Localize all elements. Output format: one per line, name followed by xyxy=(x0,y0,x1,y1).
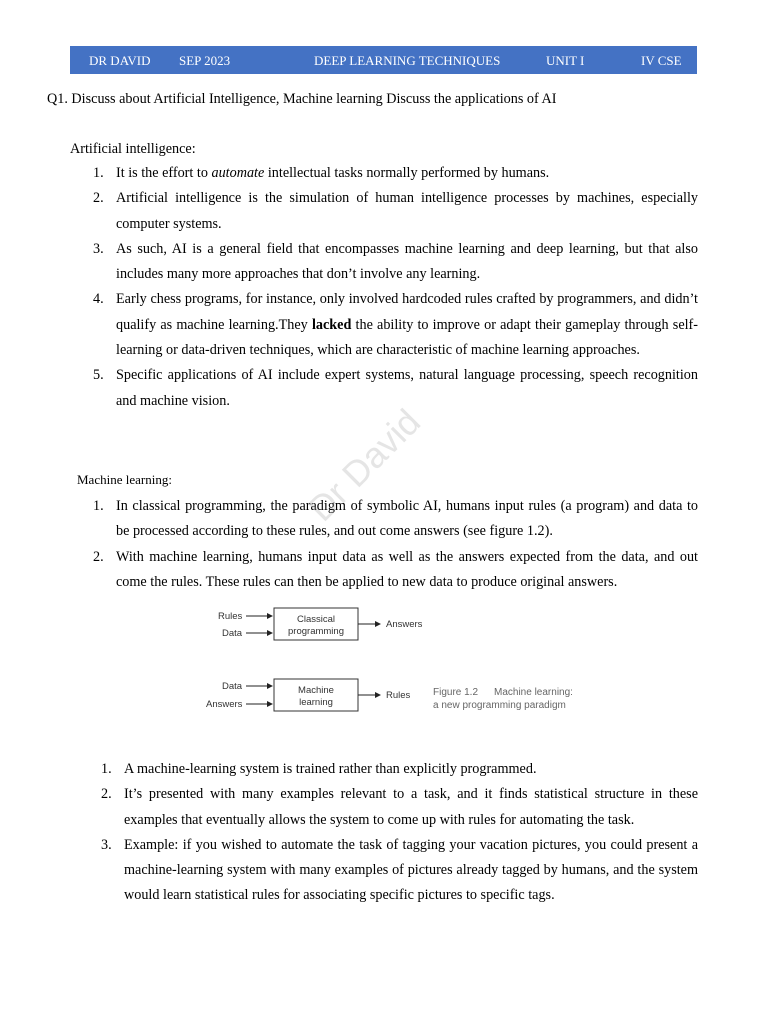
list-item: 1. A machine-learning system is trained rather than explicitly programmed. xyxy=(101,761,537,777)
ai-heading: Artificial intelligence: xyxy=(70,141,196,157)
question-title: Q1. Discuss about Artificial Intelligence, Machine learning Discuss the applications of AI xyxy=(47,91,557,107)
fig-bottom-input-data: Data xyxy=(222,681,243,692)
header-class: IV CSE xyxy=(641,53,682,68)
fig-top-output: Answers xyxy=(386,619,423,630)
header-course: DEEP LEARNING TECHNIQUES xyxy=(314,53,501,68)
ml-heading: Machine learning: xyxy=(77,472,172,487)
fig-top-input-rules: Rules xyxy=(218,611,243,622)
ai-list xyxy=(93,161,699,414)
ml-list-2 xyxy=(101,757,698,909)
list-item: 5. Specific applications of AI include expert systems, natural language processing, speech recognition and machine vision. xyxy=(93,367,698,409)
svg-text:Classical: Classical xyxy=(296,614,336,625)
fig-bottom-output: Rules xyxy=(386,690,411,701)
list-item: 2. It’s presented with many examples relevant to a task, and it finds statistical structure in these examples that eventually allows the system to come up with rules for automating the task. xyxy=(101,786,698,828)
list-item: 3. As such, AI is a general field that encompasses machine learning and deep learning, but that also includes many more approaches that don’t involve any learning. xyxy=(93,240,698,283)
fig-top-input-data: Data xyxy=(222,628,243,639)
fig-caption-sub: a new programming paradigm xyxy=(433,700,566,711)
list-item: 3. Example: if you wished to automate the task of tagging your vacation pictures, you could present a machine-learning system with many examples of pictures already tagged by humans, and the system would learn statistical rules for associating specific pictures to specific tags. xyxy=(101,836,698,904)
ml-list xyxy=(93,494,698,595)
list-item: 1. It is the effort to automate intellectual tasks normally performed by humans. xyxy=(93,165,550,181)
fig-caption-title: Machine learning: xyxy=(494,687,573,698)
list-item: 2. Artificial intelligence is the simulation of human intelligence processes by machines, especially computer systems. xyxy=(93,190,698,232)
header-author: DR DAVID xyxy=(89,53,151,68)
svg-text:learning: learning xyxy=(299,697,333,708)
fig-bottom-input-answers: Answers xyxy=(206,699,243,710)
figure-ml-paradigm xyxy=(200,602,600,720)
svg-text:Machine: Machine xyxy=(298,685,334,696)
watermark: Dr David xyxy=(300,400,429,529)
fig-caption-label: Figure 1.2 xyxy=(433,687,479,698)
list-item: 4. Early chess programs, for instance, only involved hardcoded rules crafted by programmers, and didn’t qualify as machine learning.They lacked the ability to improve or adapt their gameplay through self-learning or data-driven techniques, which are characteristic of machine learning approaches. xyxy=(93,291,699,359)
svg-text:programming: programming xyxy=(288,626,344,637)
header-unit: UNIT I xyxy=(546,53,585,68)
page-header xyxy=(70,46,697,74)
header-date: SEP 2023 xyxy=(179,53,231,68)
list-item: 2. With machine learning, humans input data as well as the answers expected from the data, and out come the rules. These rules can then be applied to new data to produce original answers. xyxy=(93,548,698,590)
list-item: 1. In classical programming, the paradigm of symbolic AI, humans input rules (a program) and data to be processed according to these rules, and out come answers (see figure 1.2). xyxy=(93,498,698,540)
